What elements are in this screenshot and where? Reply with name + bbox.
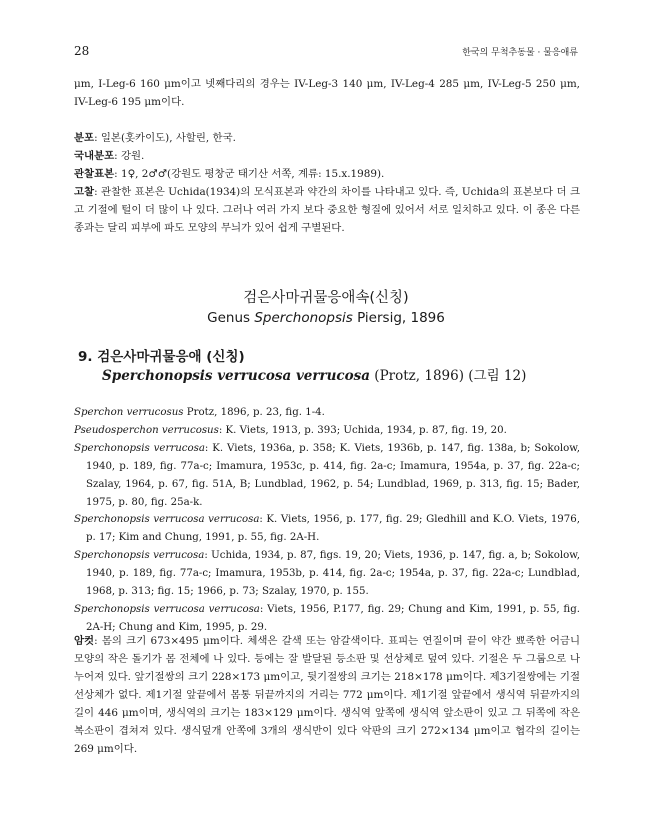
page-number: 28 bbox=[74, 44, 90, 58]
synonym-name: Sperchonopsis verrucosa bbox=[74, 442, 205, 454]
distribution-text: : 일본(홋카이도), 사할린, 한국. bbox=[94, 132, 236, 144]
synonym-entry bbox=[74, 511, 580, 547]
species-number-title: 9. 검은사마귀물응애 (신칭) bbox=[78, 349, 245, 365]
species-sci-name: Sperchonopsis verrucosa verrucosa bbox=[102, 368, 371, 384]
synonym-ref: : Viets, 1956, P.177, fig. 29; Chung and Kim, 1991, p. 55, fig. 2A-H; Chung and Kim, 1995, p. 29. bbox=[86, 603, 580, 633]
remarks-paragraph bbox=[74, 183, 580, 237]
genus-author: Piersig, 1896 bbox=[352, 310, 445, 326]
synonym-ref: : K. Viets, 1913, p. 393; Uchida, 1934, p. 87, fig. 19, 20. bbox=[218, 424, 507, 436]
domestic-label: 국내분포 bbox=[74, 150, 115, 162]
synonym-name: Sperchonopsis verrucosa verrucosa bbox=[74, 603, 260, 615]
examined-label: 관찰표본 bbox=[74, 168, 115, 180]
genus-latin-title bbox=[0, 310, 652, 326]
page-header bbox=[74, 44, 578, 60]
remarks-label: 고찰 bbox=[74, 186, 95, 198]
distribution-label: 분포 bbox=[74, 132, 95, 144]
female-text: : 몸의 크기 673×495 μm이다. 체색은 갈색 또는 암갈색이다. 표피는 연질이며 끝이 약간 뾰족한 어금니 모양의 작은 돌기가 몸 전체에 나 있다. 등에는 잘 발달된 등소판 및 선상체로 덮여 있다. 기절은 두 그룹으로 나누어져 있다. 앞기절쌍의 크기 228×173 μm이고, 뒷기절쌍의 크기는 218×178 μm이다. 제3기절쌍에는 기절선상체가 없다. 제1기절 앞끝에서 몸통 뒤끝까지의 거리는 772 μm이다. 제1기절 앞끝에서 생식역 뒤끝까지의 길이 446 μm이며, 생식역의 크기는 183×129 μm이다. 생식역 앞쪽에 생식역 앞소판이 있고 그 뒤쪽에 작은 복소판이 겹쳐져 있다. 생식덮개 안쪽에 3개의 생식반이 있다 악판의 크기 272×134 μm이고 협각의 길이는 269 μm이다. bbox=[74, 635, 580, 755]
species-heading bbox=[78, 348, 598, 386]
synonym-ref: : K. Viets, 1956, p. 177, fig. 29; Gledhill and K.O. Viets, 1976, p. 17; Kim and Chung, 1991, p. 55, fig. 2A-H. bbox=[86, 514, 580, 544]
synonym-name: Pseudosperchon verrucosus bbox=[74, 424, 219, 436]
distribution-line bbox=[74, 129, 580, 147]
remarks-text: : 관찰한 표본은 Uchida(1934)의 모식표본과 약간의 차이를 나타내고 있다. 즉, Uchida의 표본보다 더 크고 기절에 털이 더 많이 나 있다. 그러나 여러 가지 보다 중요한 형질에 있어서 서로 일치하고 있다. 이 종은 다른 종과는 달리 피부에 파도 모양의 무늬가 있어 쉽게 구별된다. bbox=[74, 186, 580, 234]
synonym-ref: : K. Viets, 1936a, p. 358; K. Viets, 1936b, p. 147, fig. 138a, b; Sokolow, 1940, p. 189, fig. 77a-c; Imamura, 1953c, p. 414, fig. 2a-c; Imamura, 1954a, p. 37, fig. 22a-c; Szalay, 1964, p. 67, fig. 51A, B; Lundblad, 1962, p. 54; Lundblad, 1969, p. 313, fig. 15; Bader, 1975, p. 80, fig. 25a-k. bbox=[86, 442, 580, 508]
genus-korean-title: 검은사마귀물응애속(신칭) bbox=[243, 290, 409, 306]
synonym-ref: : Uchida, 1934, p. 87, figs. 19, 20; Viets, 1936, p. 147, fig. a, b; Sokolow, 1940, p. 189, fig. 77a-c; Imamura, 1953b, p. 414, fig. 2a-c; 1954a, p. 37, fig. 22a-c; Lundblad, 1968, p. 313; fig. 15; 1966, p. 73; Szalay, 1970, p. 155. bbox=[86, 550, 580, 598]
synonym-list bbox=[74, 404, 580, 637]
female-paragraph bbox=[74, 632, 580, 758]
synonym-name: Sperchonopsis verrucosa verrucosa bbox=[74, 514, 260, 526]
intro-paragraph bbox=[74, 75, 580, 111]
examined-text: : 1♀, 2♂♂(강원도 평창군 태기산 서쪽, 계류: 15.x.1989). bbox=[114, 168, 385, 180]
species-scientific-line bbox=[78, 367, 598, 386]
synonym-name: Sperchonopsis verrucosa bbox=[74, 550, 205, 562]
synonym-name: Sperchon verrucosus bbox=[74, 407, 184, 418]
synonym-entry bbox=[74, 440, 580, 512]
intro-text: μm, I-Leg-6 160 μm이고 넷째다리의 경우는 IV-Leg-3 140 μm, IV-Leg-4 285 μm, IV-Leg-5 250 μm, IV-Leg-6 195 μm이다. bbox=[74, 78, 580, 108]
domestic-text: : 강원. bbox=[114, 150, 145, 162]
synonym-ref: Protz, 1896, p. 23, fig. 1-4. bbox=[183, 407, 325, 418]
synonym-entry bbox=[74, 404, 580, 422]
synonym-entry bbox=[74, 547, 580, 601]
running-title: 한국의 무척추동물 · 물응애류 bbox=[462, 48, 578, 58]
species-author: (Protz, 1896) (그림 12) bbox=[370, 368, 527, 384]
genus-prefix: Genus bbox=[207, 310, 255, 326]
synonym-entry bbox=[74, 422, 580, 440]
domestic-line bbox=[74, 147, 580, 165]
female-description bbox=[74, 632, 580, 758]
female-label: 암컷 bbox=[74, 635, 95, 647]
genus-name: Sperchonopsis bbox=[254, 310, 353, 326]
species-notes bbox=[74, 129, 580, 237]
examined-line bbox=[74, 165, 580, 183]
